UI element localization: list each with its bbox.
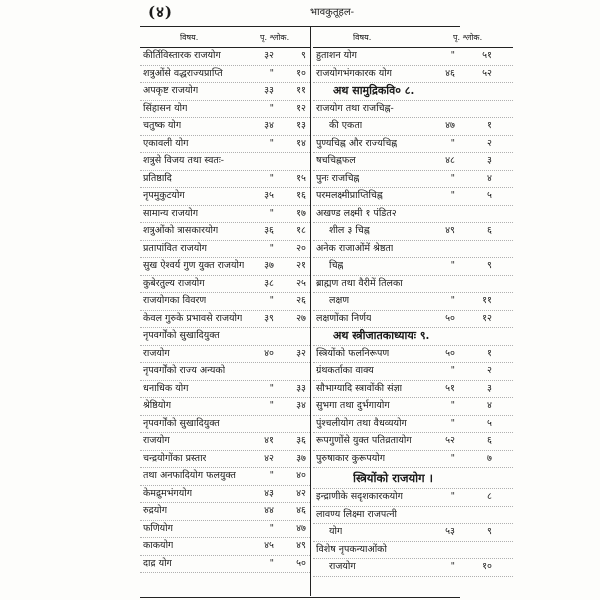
entry-shloka: ४० bbox=[296, 470, 306, 481]
entry-page: ५० bbox=[445, 347, 455, 359]
entry-title: प्रतिष्ठादि bbox=[143, 172, 172, 184]
entry-shloka: २५ bbox=[296, 277, 306, 289]
index-entry bbox=[313, 311, 513, 329]
entry-shloka: ७ bbox=[487, 452, 492, 464]
entry-shloka: १२ bbox=[482, 312, 492, 324]
entry-page: ३८ bbox=[264, 277, 274, 289]
index-entry bbox=[313, 223, 513, 241]
entry-shloka: ५ bbox=[487, 417, 492, 429]
index-entry bbox=[313, 258, 513, 276]
entry-title: धनाधिक योग bbox=[143, 382, 189, 394]
entry-page: " bbox=[450, 137, 455, 149]
entry-page: ४८ bbox=[445, 155, 455, 166]
entry-page: " bbox=[269, 172, 274, 184]
index-entry bbox=[140, 171, 310, 189]
index-entry bbox=[313, 66, 513, 84]
entry-page: " bbox=[269, 137, 274, 149]
running-header: भावकुतूहल- bbox=[310, 7, 355, 18]
index-entry bbox=[313, 433, 513, 451]
index-entry bbox=[313, 542, 513, 560]
index-entry bbox=[313, 101, 513, 119]
entry-title: पुंश्चलीयोग तथा वैधव्ययोग bbox=[316, 417, 407, 429]
index-entry bbox=[313, 328, 513, 346]
entry-title: रूपगुणोंसे युक्त पतिव्रतायोग bbox=[316, 435, 412, 446]
entry-title: राजयोगका विवरण bbox=[143, 295, 207, 306]
entry-shloka: ११ bbox=[296, 85, 306, 96]
entry-title: श्रेष्ठियोग bbox=[143, 400, 172, 411]
entry-title: पुण्यचिह्न और राज्यचिह्न bbox=[316, 137, 398, 149]
index-entry bbox=[313, 489, 513, 507]
entry-title: लक्षणोंका निर्णय bbox=[316, 312, 372, 324]
entry-title: फणियोग bbox=[143, 522, 173, 534]
entry-shloka: ८ bbox=[487, 491, 492, 502]
entry-title: तथा अनफादियोग फलयुक्त bbox=[143, 470, 236, 481]
entry-title: सुभगा तथा दुर्भगायोग bbox=[316, 400, 390, 411]
index-entry bbox=[140, 556, 310, 574]
index-entry bbox=[140, 48, 310, 66]
entry-title: योग bbox=[329, 526, 343, 537]
index-entry bbox=[313, 468, 513, 489]
entry-shloka: ९ bbox=[487, 526, 492, 537]
page-number: (४) bbox=[148, 3, 173, 21]
left-header-page-shloka: पृ. श्लोक. bbox=[260, 33, 290, 42]
entry-title: केवल गुरुके प्रभावसे राजयोग bbox=[143, 312, 243, 324]
entry-title: केमद्रुमभंगयोग bbox=[143, 487, 193, 499]
entry-page: " bbox=[269, 102, 274, 114]
index-entry bbox=[140, 328, 310, 346]
entry-shloka: १० bbox=[482, 561, 492, 572]
index-entry bbox=[313, 136, 513, 154]
index-entry bbox=[140, 188, 310, 206]
index-entry bbox=[313, 83, 513, 101]
entry-title: शील ३ चिह्न bbox=[329, 225, 370, 236]
entry-shloka: ११ bbox=[482, 295, 492, 306]
entry-shloka: ४६ bbox=[296, 505, 306, 516]
index-entry bbox=[140, 276, 310, 294]
entry-shloka: ३३ bbox=[296, 382, 306, 394]
entry-page: " bbox=[269, 295, 274, 306]
entry-shloka: २ bbox=[487, 137, 492, 149]
entry-title: परमलक्ष्मीप्राप्तिचिह्न bbox=[316, 190, 383, 201]
entry-shloka: १८ bbox=[296, 225, 306, 236]
index-entry bbox=[313, 206, 513, 224]
entry-page: ५३ bbox=[445, 526, 455, 537]
entry-page: " bbox=[269, 522, 274, 534]
index-entry bbox=[313, 416, 513, 434]
entry-title: पुरुषाकार कुरूपयोग bbox=[316, 452, 386, 464]
index-entry bbox=[140, 223, 310, 241]
entry-shloka: ९ bbox=[487, 260, 492, 271]
index-entry bbox=[313, 363, 513, 381]
entry-page: " bbox=[269, 400, 274, 411]
entry-page: " bbox=[269, 557, 274, 569]
index-entry bbox=[313, 153, 513, 171]
index-entry bbox=[140, 258, 310, 276]
index-entry bbox=[140, 153, 310, 171]
entry-page: ४१ bbox=[264, 435, 274, 446]
entry-shloka: १६ bbox=[296, 190, 306, 201]
entry-shloka: १ bbox=[487, 120, 492, 131]
entry-page: " bbox=[450, 365, 455, 376]
right-entries bbox=[313, 48, 513, 577]
entry-title: ब्राह्मण तथा वैरीमें तिलका bbox=[316, 277, 403, 289]
entry-title: सौभाग्यादि स्त्रावोंकी संज्ञा bbox=[316, 382, 403, 394]
column-divider bbox=[310, 26, 311, 596]
index-entry bbox=[140, 66, 310, 84]
entry-page: ४९ bbox=[445, 225, 455, 236]
index-entry bbox=[140, 416, 310, 434]
index-entry bbox=[140, 101, 310, 119]
entry-page: " bbox=[450, 491, 455, 502]
entry-title: राजयोगभंगकारक योग bbox=[316, 67, 393, 79]
entry-title: शत्रुओंको त्रासकारयोग bbox=[143, 225, 219, 236]
entry-title: राजयोग bbox=[329, 561, 356, 572]
index-entry bbox=[140, 451, 310, 469]
entry-shloka: ४ bbox=[487, 172, 492, 184]
entry-page: ४४ bbox=[264, 505, 274, 516]
entry-title: लावण्य लिक्ष्मा राजपत्नी bbox=[316, 508, 397, 520]
entry-shloka: ३ bbox=[487, 382, 492, 394]
entry-title: नृपमुकुटयोग bbox=[143, 190, 185, 201]
entry-page: ४७ bbox=[445, 120, 455, 131]
entry-shloka: १३ bbox=[296, 120, 306, 131]
entry-shloka: १२ bbox=[296, 102, 306, 114]
entry-page: ५० bbox=[445, 312, 455, 324]
entry-shloka: ३ bbox=[487, 155, 492, 166]
index-entry bbox=[140, 538, 310, 556]
entry-page: ५२ bbox=[445, 435, 455, 446]
index-entry bbox=[313, 451, 513, 469]
entry-title: सुख ऐश्वर्य गुण युक्त राजयोग bbox=[143, 260, 245, 271]
entry-title: एकावली योग bbox=[143, 137, 189, 149]
entry-title: ग्रंथकर्ताका वाक्य bbox=[316, 365, 374, 376]
index-entry bbox=[140, 381, 310, 399]
entry-shloka: ५२ bbox=[482, 67, 492, 79]
entry-title: लक्षण bbox=[329, 295, 350, 306]
index-entry bbox=[313, 381, 513, 399]
right-header-subject: विषय. bbox=[353, 33, 372, 42]
index-entry bbox=[140, 363, 310, 381]
entry-title: रुद्रयोग bbox=[143, 505, 168, 516]
entry-shloka: ३७ bbox=[296, 452, 306, 464]
index-entry bbox=[140, 136, 310, 154]
entry-title: विशेष नृपकन्याओंको bbox=[316, 543, 387, 555]
entry-page: " bbox=[269, 242, 274, 254]
entry-page: ४० bbox=[264, 347, 274, 359]
entry-page: ४२ bbox=[264, 452, 274, 464]
entry-title: चिह्न bbox=[329, 260, 344, 271]
entry-page: ३५ bbox=[264, 190, 274, 201]
entry-title: हुताशन योग bbox=[316, 50, 357, 61]
entry-page: " bbox=[450, 452, 455, 464]
entry-page: ३७ bbox=[264, 260, 274, 271]
entry-title: नृपवर्गोंको सुखादियुक्त bbox=[143, 330, 220, 341]
index-entry bbox=[313, 346, 513, 364]
entry-shloka: २६ bbox=[296, 295, 306, 306]
entry-title: कीर्तिविस्तारक राजयोग bbox=[143, 50, 221, 61]
left-column-header bbox=[140, 27, 310, 48]
entry-shloka: ६ bbox=[487, 435, 492, 446]
entry-title: नृपवर्गोंको राज्य अन्यको bbox=[143, 365, 226, 376]
entry-title: दाद्र योग bbox=[143, 557, 172, 569]
entry-title: स्त्रियोंको फलनिरूपण bbox=[316, 347, 390, 359]
index-entry bbox=[140, 206, 310, 224]
index-entry bbox=[313, 293, 513, 311]
entry-page: ४५ bbox=[264, 540, 274, 551]
entry-shloka: ३६ bbox=[296, 435, 306, 446]
left-column bbox=[140, 27, 310, 573]
index-entry bbox=[140, 398, 310, 416]
entry-page: " bbox=[269, 470, 274, 481]
entry-shloka: ३२ bbox=[296, 347, 306, 359]
entry-page: ५१ bbox=[445, 382, 455, 394]
entry-title: अपकृष्ट राजयोग bbox=[143, 85, 199, 96]
entry-shloka: ५१ bbox=[482, 50, 492, 61]
entry-title: कुबेरतुल्य राजयोग bbox=[143, 277, 205, 289]
entry-shloka: २७ bbox=[296, 312, 306, 324]
entry-shloka: ४७ bbox=[296, 522, 306, 534]
right-column bbox=[313, 27, 513, 577]
entry-shloka: २ bbox=[487, 365, 492, 376]
entry-shloka: ५ bbox=[487, 190, 492, 201]
index-entry bbox=[140, 118, 310, 136]
left-header-subject: विषय. bbox=[180, 33, 199, 42]
entry-title: की एकता bbox=[329, 120, 363, 131]
entry-title: अथ स्त्रीजातकाध्यायः ९. bbox=[333, 329, 430, 342]
index-entry bbox=[140, 486, 310, 504]
entry-shloka: ३४ bbox=[296, 400, 306, 411]
right-column-header bbox=[313, 27, 513, 48]
index-entry bbox=[313, 398, 513, 416]
entry-page: " bbox=[450, 295, 455, 306]
index-entry bbox=[313, 524, 513, 542]
index-entry bbox=[313, 171, 513, 189]
entry-page: " bbox=[269, 67, 274, 79]
entry-shloka: १० bbox=[296, 67, 306, 79]
entry-shloka: २० bbox=[296, 242, 306, 254]
index-entry bbox=[140, 503, 310, 521]
entry-title: स्त्रियोंको राजयोग । bbox=[353, 471, 433, 485]
entry-page: " bbox=[450, 561, 455, 572]
index-entry bbox=[313, 276, 513, 294]
entry-shloka: १५ bbox=[296, 172, 306, 184]
index-entry bbox=[140, 468, 310, 486]
left-entries bbox=[140, 48, 310, 573]
entry-shloka: ४९ bbox=[296, 540, 306, 551]
entry-title: सिंहासन योग bbox=[143, 102, 188, 114]
entry-page: " bbox=[450, 400, 455, 411]
right-header-page-shloka: पृ. श्लोक. bbox=[453, 33, 483, 42]
index-entry bbox=[313, 507, 513, 525]
entry-page: " bbox=[450, 50, 455, 61]
entry-title: शत्रुओंसे वद्धराज्यप्राप्ति bbox=[143, 67, 223, 79]
index-entry bbox=[313, 241, 513, 259]
entry-page: ४६ bbox=[445, 67, 455, 79]
entry-page: ३४ bbox=[264, 120, 274, 131]
entry-title: अथ सामुद्रिकवि० ८. bbox=[333, 84, 415, 97]
entry-title: चन्द्रयोगोंका प्रस्तार bbox=[143, 452, 207, 464]
entry-shloka: ४ bbox=[487, 400, 492, 411]
entry-shloka: २१ bbox=[296, 260, 306, 271]
entry-title: अनेक राजाओंमें श्रेष्ठता bbox=[316, 242, 394, 254]
entry-page: ३३ bbox=[264, 85, 274, 96]
index-entry bbox=[140, 311, 310, 329]
entry-shloka: ४२ bbox=[296, 487, 306, 499]
entry-title: राजयोग bbox=[143, 435, 170, 446]
entry-title: काकयोग bbox=[143, 540, 174, 551]
entry-page: ४३ bbox=[264, 487, 274, 499]
index-entry bbox=[313, 48, 513, 66]
entry-title: नृपवर्गोंको सुखादियुक्त bbox=[143, 417, 220, 429]
entry-shloka: १७ bbox=[296, 207, 306, 219]
entry-page: ३२ bbox=[264, 50, 274, 61]
entry-page: ३९ bbox=[264, 312, 274, 324]
entry-title: षचचिह्नफल bbox=[316, 155, 356, 166]
index-entry bbox=[140, 346, 310, 364]
entry-title: चतुष्क योग bbox=[143, 120, 182, 131]
entry-shloka: १४ bbox=[296, 137, 306, 149]
entry-page: " bbox=[269, 382, 274, 394]
index-entry bbox=[140, 521, 310, 539]
entry-page: " bbox=[269, 207, 274, 219]
index-entry bbox=[140, 241, 310, 259]
entry-page: " bbox=[450, 417, 455, 429]
entry-page: ३६ bbox=[264, 225, 274, 236]
entry-title: पुनः राजचिह्न bbox=[316, 172, 360, 184]
index-entry bbox=[313, 118, 513, 136]
entry-page: " bbox=[450, 260, 455, 271]
entry-shloka: ५० bbox=[296, 557, 306, 569]
entry-title: राजयोग bbox=[143, 347, 170, 359]
entry-shloka: ९ bbox=[301, 50, 306, 61]
index-entry bbox=[313, 559, 513, 577]
entry-title: प्रतापांवित राजयोग bbox=[143, 242, 208, 254]
index-entry bbox=[140, 433, 310, 451]
entry-title: अखण्ड लक्ष्मी १ पंडित२ bbox=[316, 207, 397, 219]
entry-page: " bbox=[450, 172, 455, 184]
entry-shloka: १ bbox=[487, 347, 492, 359]
entry-page: " bbox=[450, 190, 455, 201]
entry-title: सामान्य राजयोग bbox=[143, 207, 199, 219]
index-entry bbox=[140, 293, 310, 311]
index-entry bbox=[313, 188, 513, 206]
entry-title: शत्रुसे विजय तथा स्वतः- bbox=[143, 155, 224, 166]
index-entry bbox=[140, 83, 310, 101]
entry-title: राजयोग तथा राजचिह्न- bbox=[316, 102, 394, 114]
entry-shloka: ६ bbox=[487, 225, 492, 236]
entry-title: इन्द्राणीके सदृशकारकयोग bbox=[316, 491, 403, 502]
